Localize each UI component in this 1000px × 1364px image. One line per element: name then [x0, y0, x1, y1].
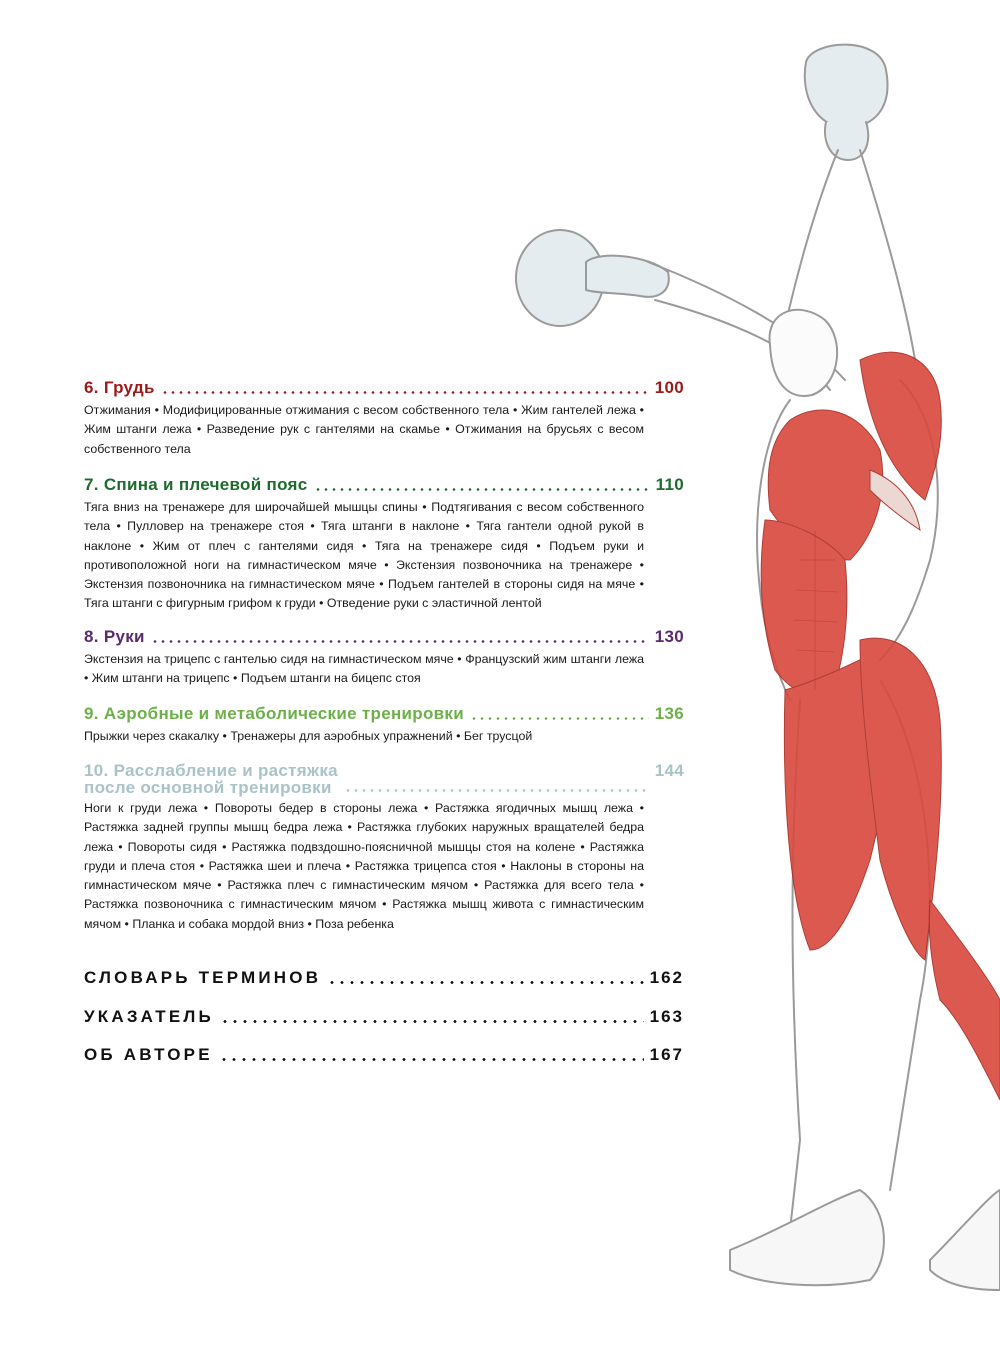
page-number: 163 — [649, 1007, 684, 1026]
leader-dots — [219, 1058, 644, 1061]
section-title — [84, 762, 338, 796]
section-title: Спина и плечевой пояс — [103, 475, 308, 494]
leader-dots — [151, 640, 649, 643]
section-exercises: Отжимания • Модифицированные отжимания с весом собственного тела • Жим гантелей лежа • Жим штанги лежа • Разведение рук с гантелями на скамье • Отжимания на брусьях с весом собственного тела — [84, 403, 644, 456]
section-title: Руки — [103, 627, 145, 646]
toc-heading — [84, 475, 684, 495]
page-number: 136 — [654, 704, 684, 723]
section-title: Аэробные и метаболические тренировки — [103, 704, 464, 723]
end-title: ОБ АВТОРЕ — [84, 1045, 213, 1064]
page-number: 167 — [649, 1045, 684, 1064]
section-number: 8. — [84, 627, 99, 646]
toc-entry-index[interactable] — [84, 1007, 684, 1027]
page-number: 130 — [654, 627, 684, 646]
toc-entry-chest[interactable] — [84, 378, 684, 459]
leader-dots — [327, 981, 643, 984]
section-exercises: Экстензия на трицепс с гантелью сидя на гимнастическом мяче • Французский жим штанги лежа • Жим штанги на трицепс • Подъем штанги на бицепс стоя — [84, 652, 644, 686]
leader-dots — [161, 391, 649, 394]
page-number: 144 — [654, 761, 684, 780]
section-number: 6. — [84, 378, 99, 397]
toc-entry-back[interactable] — [84, 475, 684, 614]
kettlebell-upper — [805, 45, 888, 160]
leader-dots — [220, 1020, 644, 1023]
page-number: 162 — [649, 968, 684, 987]
toc-entry-about-author[interactable] — [84, 1045, 684, 1065]
section-exercises: Прыжки через скакалку • Тренажеры для аэробных упражнений • Бег трусцой — [84, 729, 533, 743]
kettlebell-lower — [516, 230, 669, 326]
toc-entry-stretching[interactable] — [84, 761, 684, 934]
toc-entry-arms[interactable] — [84, 627, 684, 689]
section-exercises: Ноги к груди лежа • Повороты бедер в стороны лежа • Растяжка ягодичных мышц лежа • Растяжка задней группы мышц бедра лежа • Растяжка глубоких наружных вращателей бедра лежа • Повороты сидя • Растяжка подвздошно-поясничной мышцы стоя на колене • Растяжка груди и плеча стоя • Растяжка шеи и плеча • Растяжка трицепса стоя • Наклоны в стороны на гимнастическом мяче • Растяжка плеч с гимнастическим мячом • Растяжка для всего тела • Растяжка позвоночника с гимнастическим мячом • Растяжка мышц живота с гимнастическим мячом • Планка и собака мордой вниз • Поза ребенка — [84, 801, 644, 931]
toc-entry-glossary[interactable] — [84, 968, 684, 988]
page-number: 110 — [655, 475, 684, 494]
section-number: 9. — [84, 704, 99, 723]
end-title: УКАЗАТЕЛЬ — [84, 1007, 214, 1026]
muscles — [761, 352, 1000, 1100]
toc-entry-aerobic[interactable] — [84, 704, 684, 746]
section-title-line1: Расслабление и растяжка — [113, 761, 338, 780]
section-number: 7. — [84, 475, 99, 494]
toc-heading — [84, 761, 684, 796]
page-number: 100 — [654, 378, 684, 397]
toc-heading — [84, 704, 684, 724]
leader-dots — [314, 488, 650, 491]
section-title-line2: после основной тренировки — [84, 778, 332, 797]
section-exercises: Тяга вниз на тренажере для широчайшей мышцы спины • Подтягивания с весом собственного тела • Пулловер на тренажере стоя • Тяга штанги в наклоне • Тяга гантели одной рукой в наклоне • Жим от плеч с гантелями сидя • Тяга на тренажере сидя • Подъем руки и противоположной ноги на гимнастическом мяче • Экстензия позвоночника на тренажере • Экстензия позвоночника на гимнастическом мяче • Подъем гантелей в стороны сидя на мяче • Тяга штанги с фигурным грифом к груди • Отведение руки с эластичной лентой — [84, 500, 644, 611]
toc-heading — [84, 627, 684, 647]
leader-dots — [344, 789, 649, 792]
toc-heading — [84, 378, 684, 398]
section-title: Грудь — [103, 378, 155, 397]
end-title: СЛОВАРЬ ТЕРМИНОВ — [84, 968, 322, 987]
section-number: 10. — [84, 761, 109, 780]
leader-dots — [470, 717, 649, 720]
